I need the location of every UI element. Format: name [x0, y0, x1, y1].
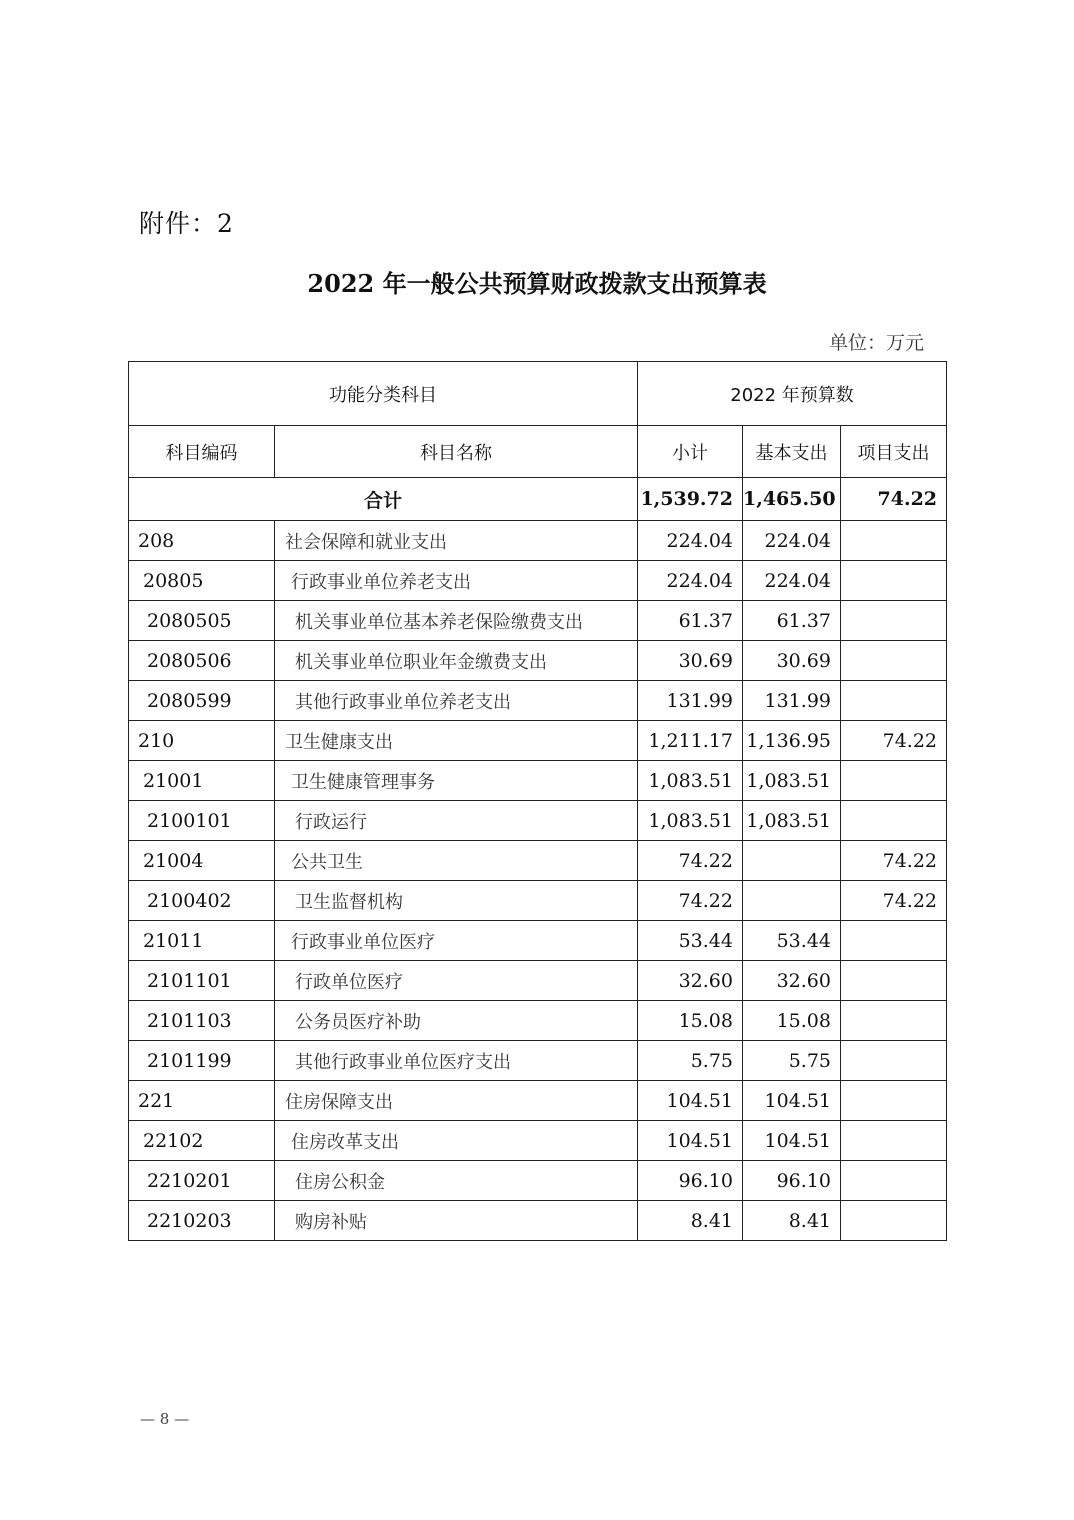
row-subtotal: 8.41: [638, 1201, 743, 1241]
row-basic: 53.44: [743, 921, 841, 961]
row-code: 22102: [129, 1121, 275, 1161]
row-subtotal: 1,083.51: [638, 801, 743, 841]
row-code: 2100402: [129, 881, 275, 921]
row-subtotal: 131.99: [638, 681, 743, 721]
row-basic: 30.69: [743, 641, 841, 681]
row-code: 221: [129, 1081, 275, 1121]
row-subtotal: 74.22: [638, 841, 743, 881]
row-project: 74.22: [841, 841, 947, 881]
row-basic: 224.04: [743, 521, 841, 561]
row-basic: [743, 881, 841, 921]
row-name: 机关事业单位职业年金缴费支出: [275, 641, 638, 681]
total-basic: 1,465.50: [743, 478, 841, 521]
header-basic: 基本支出: [743, 426, 841, 478]
row-code: 208: [129, 521, 275, 561]
row-subtotal: 32.60: [638, 961, 743, 1001]
row-name: 其他行政事业单位医疗支出: [275, 1041, 638, 1081]
row-basic: 32.60: [743, 961, 841, 1001]
table-row: [129, 921, 947, 961]
table-row: [129, 761, 947, 801]
row-basic: 104.51: [743, 1081, 841, 1121]
total-row: [129, 478, 947, 521]
header-budget-2022: 2022 年预算数: [638, 362, 947, 426]
row-name: 购房补贴: [275, 1201, 638, 1241]
row-code: 2210201: [129, 1161, 275, 1201]
row-basic: 1,136.95: [743, 721, 841, 761]
row-name: 行政运行: [275, 801, 638, 841]
row-project: [841, 1161, 947, 1201]
row-code: 2101101: [129, 961, 275, 1001]
row-name: 行政事业单位养老支出: [275, 561, 638, 601]
total-project: 74.22: [841, 478, 947, 521]
row-project: [841, 561, 947, 601]
row-basic: 8.41: [743, 1201, 841, 1241]
row-basic: 1,083.51: [743, 761, 841, 801]
total-subtotal: 1,539.72: [638, 478, 743, 521]
table-row: [129, 601, 947, 641]
table-row: [129, 1041, 947, 1081]
row-project: [841, 801, 947, 841]
row-project: [841, 641, 947, 681]
row-code: 21004: [129, 841, 275, 881]
row-basic: 61.37: [743, 601, 841, 641]
row-name: 卫生监督机构: [275, 881, 638, 921]
page-title: 2022 年一般公共预算财政拨款支出预算表: [307, 269, 767, 298]
row-code: 2080599: [129, 681, 275, 721]
row-code: 2101103: [129, 1001, 275, 1041]
row-name: 其他行政事业单位养老支出: [275, 681, 638, 721]
row-basic: 5.75: [743, 1041, 841, 1081]
row-name: 卫生健康支出: [275, 721, 638, 761]
row-name: 公务员医疗补助: [275, 1001, 638, 1041]
page-number: — 8 —: [140, 1410, 190, 1428]
row-code: 2210203: [129, 1201, 275, 1241]
table-row: [129, 1161, 947, 1201]
row-subtotal: 1,211.17: [638, 721, 743, 761]
table-row: [129, 721, 947, 761]
table-row: [129, 1001, 947, 1041]
row-name: 社会保障和就业支出: [275, 521, 638, 561]
row-project: [841, 961, 947, 1001]
row-code: 21001: [129, 761, 275, 801]
row-project: [841, 1201, 947, 1241]
header-name: 科目名称: [275, 426, 638, 478]
row-project: [841, 681, 947, 721]
unit-label: 单位：万元: [829, 332, 925, 354]
row-project: [841, 521, 947, 561]
row-subtotal: 224.04: [638, 521, 743, 561]
row-code: 21011: [129, 921, 275, 961]
row-code: 2101199: [129, 1041, 275, 1081]
budget-table-body: [129, 362, 947, 1241]
row-basic: [743, 841, 841, 881]
table-row: [129, 681, 947, 721]
row-subtotal: 30.69: [638, 641, 743, 681]
row-project: [841, 601, 947, 641]
row-name: 公共卫生: [275, 841, 638, 881]
table-row: [129, 801, 947, 841]
table-row: [129, 521, 947, 561]
row-basic: 104.51: [743, 1121, 841, 1161]
row-name: 卫生健康管理事务: [275, 761, 638, 801]
total-label: 合计: [129, 478, 638, 521]
row-subtotal: 96.10: [638, 1161, 743, 1201]
table-row: [129, 1121, 947, 1161]
attachment-label: 附件：2: [139, 209, 234, 238]
table-row: [129, 1081, 947, 1121]
row-project: [841, 1041, 947, 1081]
header-project: 项目支出: [841, 426, 947, 478]
row-subtotal: 74.22: [638, 881, 743, 921]
table-row: [129, 641, 947, 681]
row-project: [841, 1121, 947, 1161]
table-row: [129, 961, 947, 1001]
row-project: 74.22: [841, 881, 947, 921]
row-code: 2080506: [129, 641, 275, 681]
row-basic: 1,083.51: [743, 801, 841, 841]
header-function-classification: 功能分类科目: [129, 362, 638, 426]
row-basic: 96.10: [743, 1161, 841, 1201]
row-subtotal: 15.08: [638, 1001, 743, 1041]
row-project: [841, 1001, 947, 1041]
table-row: [129, 881, 947, 921]
row-name: 行政单位医疗: [275, 961, 638, 1001]
row-subtotal: 104.51: [638, 1081, 743, 1121]
row-name: 行政事业单位医疗: [275, 921, 638, 961]
row-subtotal: 1,083.51: [638, 761, 743, 801]
row-name: 住房改革支出: [275, 1121, 638, 1161]
row-code: 210: [129, 721, 275, 761]
row-basic: 224.04: [743, 561, 841, 601]
budget-table: [128, 361, 947, 1241]
row-subtotal: 224.04: [638, 561, 743, 601]
row-basic: 15.08: [743, 1001, 841, 1041]
row-project: [841, 761, 947, 801]
header-row-group: [129, 362, 947, 426]
row-name: 住房公积金: [275, 1161, 638, 1201]
row-code: 2080505: [129, 601, 275, 641]
row-subtotal: 104.51: [638, 1121, 743, 1161]
row-code: 20805: [129, 561, 275, 601]
row-basic: 131.99: [743, 681, 841, 721]
table-row: [129, 841, 947, 881]
row-subtotal: 53.44: [638, 921, 743, 961]
header-code: 科目编码: [129, 426, 275, 478]
table-row: [129, 1201, 947, 1241]
header-subtotal: 小计: [638, 426, 743, 478]
table-row: [129, 561, 947, 601]
row-subtotal: 5.75: [638, 1041, 743, 1081]
row-project: 74.22: [841, 721, 947, 761]
row-code: 2100101: [129, 801, 275, 841]
row-project: [841, 921, 947, 961]
row-project: [841, 1081, 947, 1121]
row-name: 机关事业单位基本养老保险缴费支出: [275, 601, 638, 641]
row-name: 住房保障支出: [275, 1081, 638, 1121]
header-row-columns: [129, 426, 947, 478]
row-subtotal: 61.37: [638, 601, 743, 641]
